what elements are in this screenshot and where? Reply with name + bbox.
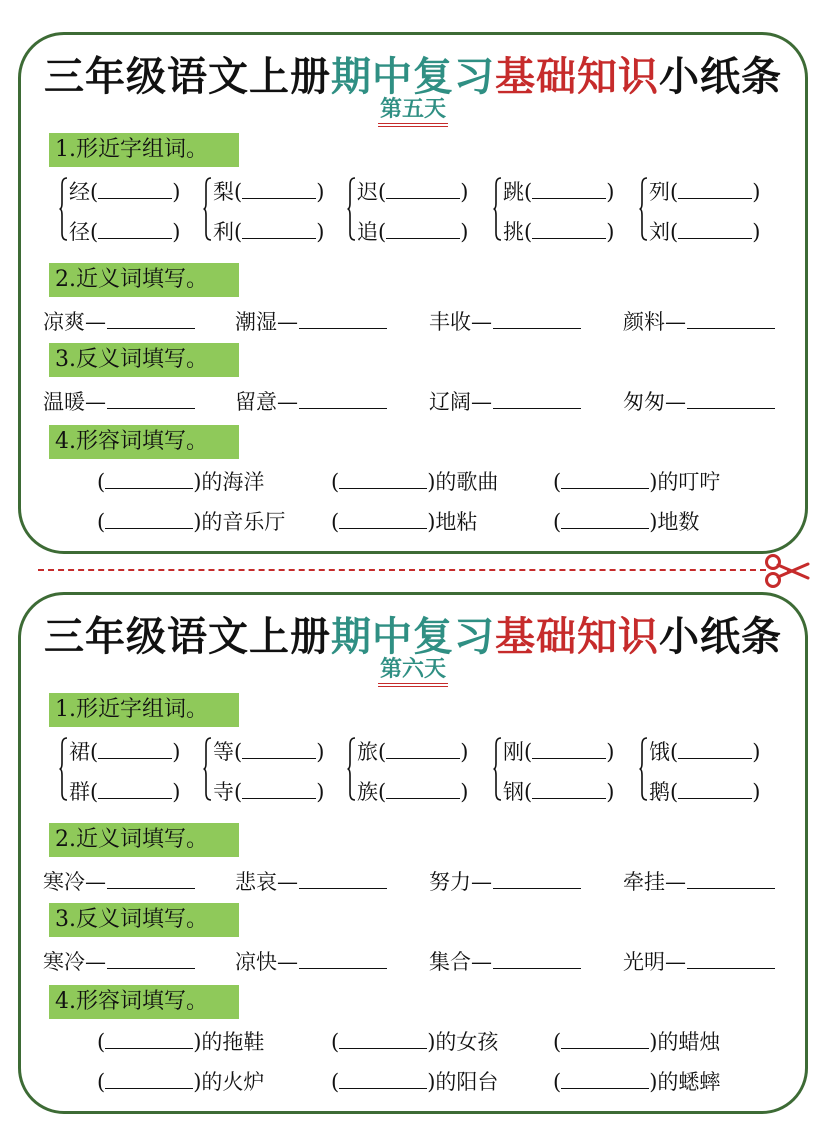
close-paren: ) bbox=[193, 470, 202, 494]
answer-blank[interactable] bbox=[339, 1030, 427, 1049]
answer-blank[interactable] bbox=[493, 950, 581, 969]
char-item bbox=[213, 739, 324, 764]
antonym-item-word: 匆匆— bbox=[623, 390, 686, 414]
close-paren: ) bbox=[172, 180, 181, 204]
char-item bbox=[503, 779, 614, 804]
section-1-heading: 1.形近字组词。 bbox=[49, 693, 239, 727]
adjective-item bbox=[97, 469, 264, 495]
left-brace-icon bbox=[59, 177, 68, 241]
adjective-phrase: 的拖鞋 bbox=[201, 1030, 265, 1054]
open-paren: ( bbox=[553, 470, 562, 494]
synonym-item bbox=[43, 309, 195, 335]
answer-blank[interactable] bbox=[105, 510, 193, 529]
close-paren: ) bbox=[752, 780, 761, 804]
char: 族 bbox=[357, 780, 378, 804]
open-paren: ( bbox=[97, 470, 106, 494]
close-paren: ) bbox=[649, 510, 658, 534]
adjective-item bbox=[331, 469, 498, 495]
antonym-item-word: 光明— bbox=[623, 950, 686, 974]
title-part-4: 小纸条 bbox=[659, 614, 782, 660]
title-part-1: 三年级语文上册 bbox=[44, 614, 331, 660]
char: 饿 bbox=[649, 740, 670, 764]
open-paren: ( bbox=[378, 220, 387, 244]
answer-blank[interactable] bbox=[532, 739, 606, 759]
adjective-item bbox=[97, 1029, 264, 1055]
char-group bbox=[347, 733, 489, 805]
answer-blank[interactable] bbox=[98, 219, 172, 239]
answer-blank[interactable] bbox=[107, 950, 195, 969]
close-paren: ) bbox=[460, 780, 469, 804]
char-item bbox=[357, 219, 468, 244]
close-paren: ) bbox=[427, 510, 436, 534]
answer-blank[interactable] bbox=[105, 470, 193, 489]
open-paren: ( bbox=[97, 510, 106, 534]
title-part-3: 基础知识 bbox=[495, 54, 659, 100]
char: 刚 bbox=[503, 740, 524, 764]
close-paren: ) bbox=[649, 470, 658, 494]
answer-blank[interactable] bbox=[386, 179, 460, 199]
open-paren: ( bbox=[97, 1070, 106, 1094]
open-paren: ( bbox=[234, 220, 243, 244]
synonym-item bbox=[429, 869, 581, 895]
adjective-phrase: 的蟋蟀 bbox=[657, 1070, 721, 1094]
open-paren: ( bbox=[331, 470, 340, 494]
day-text: 第五天 bbox=[378, 97, 448, 127]
char: 钢 bbox=[503, 780, 524, 804]
synonym-item bbox=[623, 869, 775, 895]
close-paren: ) bbox=[606, 780, 615, 804]
synonym-item-word: 悲哀— bbox=[235, 870, 298, 894]
answer-blank[interactable] bbox=[98, 179, 172, 199]
antonym-item-word: 辽阔— bbox=[429, 390, 492, 414]
left-brace-icon bbox=[493, 177, 502, 241]
answer-blank[interactable] bbox=[242, 779, 316, 799]
open-paren: ( bbox=[90, 180, 99, 204]
char: 裙 bbox=[69, 740, 90, 764]
answer-blank[interactable] bbox=[687, 310, 775, 329]
open-paren: ( bbox=[234, 780, 243, 804]
open-paren: ( bbox=[524, 220, 533, 244]
answer-blank[interactable] bbox=[299, 950, 387, 969]
adjective-phrase: 的火炉 bbox=[201, 1070, 265, 1094]
cut-line bbox=[38, 569, 766, 571]
answer-blank[interactable] bbox=[386, 219, 460, 239]
day-label bbox=[21, 657, 805, 687]
close-paren: ) bbox=[316, 180, 325, 204]
synonym-item bbox=[623, 309, 775, 335]
char: 经 bbox=[69, 180, 90, 204]
adjective-item bbox=[553, 469, 720, 495]
answer-blank[interactable] bbox=[105, 1030, 193, 1049]
answer-blank[interactable] bbox=[98, 779, 172, 799]
synonym-item-word: 努力— bbox=[429, 870, 492, 894]
section-3-heading: 3.反义词填写。 bbox=[49, 343, 239, 377]
close-paren: ) bbox=[752, 180, 761, 204]
char: 径 bbox=[69, 220, 90, 244]
close-paren: ) bbox=[460, 220, 469, 244]
answer-blank[interactable] bbox=[678, 219, 752, 239]
answer-blank[interactable] bbox=[561, 1030, 649, 1049]
answer-blank[interactable] bbox=[98, 739, 172, 759]
day-text: 第六天 bbox=[378, 657, 448, 687]
answer-blank[interactable] bbox=[687, 950, 775, 969]
synonym-item-word: 丰收— bbox=[429, 310, 492, 334]
close-paren: ) bbox=[752, 220, 761, 244]
left-brace-icon bbox=[203, 737, 212, 801]
adjective-phrase: 的蜡烛 bbox=[657, 1030, 721, 1054]
antonym-item-word: 凉快— bbox=[235, 950, 298, 974]
close-paren: ) bbox=[172, 220, 181, 244]
antonym-item bbox=[429, 389, 581, 415]
open-paren: ( bbox=[97, 1030, 106, 1054]
close-paren: ) bbox=[172, 740, 181, 764]
char-group bbox=[639, 733, 781, 805]
char-group bbox=[59, 733, 201, 805]
antonym-item-word: 寒冷— bbox=[43, 950, 106, 974]
open-paren: ( bbox=[670, 220, 679, 244]
open-paren: ( bbox=[331, 1070, 340, 1094]
section-2-heading: 2.近义词填写。 bbox=[49, 823, 239, 857]
left-brace-icon bbox=[639, 737, 648, 801]
card-title bbox=[21, 605, 805, 662]
adjective-phrase: 地数 bbox=[657, 510, 700, 534]
char: 刘 bbox=[649, 220, 670, 244]
adjective-item bbox=[553, 1069, 720, 1095]
char: 跳 bbox=[503, 180, 524, 204]
close-paren: ) bbox=[460, 740, 469, 764]
char-item bbox=[69, 179, 180, 204]
char-group bbox=[347, 173, 489, 245]
title-part-4: 小纸条 bbox=[659, 54, 782, 100]
char: 寺 bbox=[213, 780, 234, 804]
section-3-heading: 3.反义词填写。 bbox=[49, 903, 239, 937]
open-paren: ( bbox=[670, 780, 679, 804]
review-card-2 bbox=[18, 592, 808, 1114]
section-4-heading: 4.形容词填写。 bbox=[49, 425, 239, 459]
antonym-item-word: 温暖— bbox=[43, 390, 106, 414]
char-item bbox=[69, 219, 180, 244]
adjective-phrase: 的叮咛 bbox=[657, 470, 721, 494]
close-paren: ) bbox=[316, 220, 325, 244]
answer-blank[interactable] bbox=[105, 1070, 193, 1089]
left-brace-icon bbox=[347, 177, 356, 241]
adjective-phrase: 的阳台 bbox=[435, 1070, 499, 1094]
open-paren: ( bbox=[331, 1030, 340, 1054]
section-1-heading: 1.形近字组词。 bbox=[49, 133, 239, 167]
left-brace-icon bbox=[203, 177, 212, 241]
char-item bbox=[649, 179, 760, 204]
answer-blank[interactable] bbox=[561, 510, 649, 529]
card-title bbox=[21, 45, 805, 102]
adjective-item bbox=[553, 1029, 720, 1055]
adjective-item bbox=[331, 1029, 498, 1055]
char: 旅 bbox=[357, 740, 378, 764]
answer-blank[interactable] bbox=[678, 179, 752, 199]
synonym-item-word: 牵挂— bbox=[623, 870, 686, 894]
close-paren: ) bbox=[316, 780, 325, 804]
char-group bbox=[493, 173, 635, 245]
close-paren: ) bbox=[193, 510, 202, 534]
close-paren: ) bbox=[316, 740, 325, 764]
answer-blank[interactable] bbox=[386, 779, 460, 799]
title-part-2: 期中复习 bbox=[331, 614, 495, 660]
open-paren: ( bbox=[670, 740, 679, 764]
adjective-item bbox=[331, 1069, 498, 1095]
char-item bbox=[503, 219, 614, 244]
char-group bbox=[203, 733, 345, 805]
open-paren: ( bbox=[378, 780, 387, 804]
answer-blank[interactable] bbox=[386, 739, 460, 759]
adjective-item bbox=[553, 509, 699, 535]
scissors-icon bbox=[762, 553, 812, 589]
antonym-item bbox=[623, 949, 775, 975]
open-paren: ( bbox=[90, 220, 99, 244]
day-label bbox=[21, 97, 805, 127]
adjective-phrase: 地粘 bbox=[435, 510, 478, 534]
open-paren: ( bbox=[524, 740, 533, 764]
char: 鹅 bbox=[649, 780, 670, 804]
adjective-item bbox=[97, 1069, 264, 1095]
adjective-phrase: 的歌曲 bbox=[435, 470, 499, 494]
antonym-item bbox=[235, 389, 387, 415]
char: 等 bbox=[213, 740, 234, 764]
left-brace-icon bbox=[59, 737, 68, 801]
char-item bbox=[213, 779, 324, 804]
open-paren: ( bbox=[670, 180, 679, 204]
answer-blank[interactable] bbox=[561, 470, 649, 489]
char-group bbox=[59, 173, 201, 245]
char-group bbox=[639, 173, 781, 245]
close-paren: ) bbox=[460, 180, 469, 204]
char-item bbox=[357, 179, 468, 204]
char-item bbox=[213, 219, 324, 244]
char-item bbox=[649, 219, 760, 244]
adjective-phrase: 的女孩 bbox=[435, 1030, 499, 1054]
close-paren: ) bbox=[649, 1070, 658, 1094]
antonym-item-word: 集合— bbox=[429, 950, 492, 974]
char: 群 bbox=[69, 780, 90, 804]
synonym-item-word: 颜料— bbox=[623, 310, 686, 334]
answer-blank[interactable] bbox=[242, 739, 316, 759]
answer-blank[interactable] bbox=[532, 179, 606, 199]
adjective-phrase: 的音乐厅 bbox=[201, 510, 286, 534]
char-item bbox=[357, 779, 468, 804]
answer-blank[interactable] bbox=[242, 179, 316, 199]
close-paren: ) bbox=[172, 780, 181, 804]
open-paren: ( bbox=[90, 740, 99, 764]
answer-blank[interactable] bbox=[678, 779, 752, 799]
antonym-item bbox=[235, 949, 387, 975]
answer-blank[interactable] bbox=[339, 1070, 427, 1089]
title-part-3: 基础知识 bbox=[495, 614, 659, 660]
answer-blank[interactable] bbox=[687, 390, 775, 409]
char-item bbox=[69, 739, 180, 764]
answer-blank[interactable] bbox=[107, 870, 195, 889]
title-part-1: 三年级语文上册 bbox=[44, 54, 331, 100]
char-item bbox=[69, 779, 180, 804]
antonym-item bbox=[43, 949, 195, 975]
char: 列 bbox=[649, 180, 670, 204]
synonym-item-word: 寒冷— bbox=[43, 870, 106, 894]
answer-blank[interactable] bbox=[299, 870, 387, 889]
left-brace-icon bbox=[347, 737, 356, 801]
title-part-2: 期中复习 bbox=[331, 54, 495, 100]
open-paren: ( bbox=[331, 510, 340, 534]
open-paren: ( bbox=[553, 1030, 562, 1054]
synonym-item bbox=[429, 309, 581, 335]
answer-blank[interactable] bbox=[242, 219, 316, 239]
synonym-item bbox=[235, 309, 387, 335]
open-paren: ( bbox=[378, 180, 387, 204]
answer-blank[interactable] bbox=[532, 219, 606, 239]
answer-blank[interactable] bbox=[493, 390, 581, 409]
answer-blank[interactable] bbox=[107, 310, 195, 329]
answer-blank[interactable] bbox=[107, 390, 195, 409]
close-paren: ) bbox=[606, 740, 615, 764]
answer-blank[interactable] bbox=[678, 739, 752, 759]
char-group bbox=[203, 173, 345, 245]
open-paren: ( bbox=[90, 780, 99, 804]
char-item bbox=[357, 739, 468, 764]
char-item bbox=[503, 739, 614, 764]
char: 迟 bbox=[357, 180, 378, 204]
answer-blank[interactable] bbox=[493, 310, 581, 329]
answer-blank[interactable] bbox=[339, 470, 427, 489]
open-paren: ( bbox=[378, 740, 387, 764]
close-paren: ) bbox=[427, 1030, 436, 1054]
adjective-phrase: 的海洋 bbox=[201, 470, 265, 494]
synonym-item bbox=[43, 869, 195, 895]
synonym-item-word: 凉爽— bbox=[43, 310, 106, 334]
char-item bbox=[503, 179, 614, 204]
close-paren: ) bbox=[427, 1070, 436, 1094]
antonym-item bbox=[429, 949, 581, 975]
char-item bbox=[213, 179, 324, 204]
close-paren: ) bbox=[649, 1030, 658, 1054]
review-card-1 bbox=[18, 32, 808, 554]
open-paren: ( bbox=[234, 180, 243, 204]
close-paren: ) bbox=[752, 740, 761, 764]
answer-blank[interactable] bbox=[493, 870, 581, 889]
left-brace-icon bbox=[639, 177, 648, 241]
synonym-item-word: 潮湿— bbox=[235, 310, 298, 334]
answer-blank[interactable] bbox=[299, 390, 387, 409]
close-paren: ) bbox=[193, 1070, 202, 1094]
char-group bbox=[493, 733, 635, 805]
section-4-heading: 4.形容词填写。 bbox=[49, 985, 239, 1019]
antonym-item bbox=[43, 389, 195, 415]
close-paren: ) bbox=[606, 180, 615, 204]
open-paren: ( bbox=[524, 780, 533, 804]
left-brace-icon bbox=[493, 737, 502, 801]
close-paren: ) bbox=[606, 220, 615, 244]
open-paren: ( bbox=[524, 180, 533, 204]
close-paren: ) bbox=[427, 470, 436, 494]
section-2-heading: 2.近义词填写。 bbox=[49, 263, 239, 297]
answer-blank[interactable] bbox=[532, 779, 606, 799]
close-paren: ) bbox=[193, 1030, 202, 1054]
open-paren: ( bbox=[553, 1070, 562, 1094]
synonym-item bbox=[235, 869, 387, 895]
open-paren: ( bbox=[553, 510, 562, 534]
adjective-item bbox=[97, 509, 285, 535]
answer-blank[interactable] bbox=[687, 870, 775, 889]
char: 利 bbox=[213, 220, 234, 244]
char: 追 bbox=[357, 220, 378, 244]
answer-blank[interactable] bbox=[561, 1070, 649, 1089]
char: 梨 bbox=[213, 180, 234, 204]
antonym-item-word: 留意— bbox=[235, 390, 298, 414]
open-paren: ( bbox=[234, 740, 243, 764]
char-item bbox=[649, 739, 760, 764]
answer-blank[interactable] bbox=[339, 510, 427, 529]
char: 挑 bbox=[503, 220, 524, 244]
antonym-item bbox=[623, 389, 775, 415]
char-item bbox=[649, 779, 760, 804]
answer-blank[interactable] bbox=[299, 310, 387, 329]
adjective-item bbox=[331, 509, 477, 535]
